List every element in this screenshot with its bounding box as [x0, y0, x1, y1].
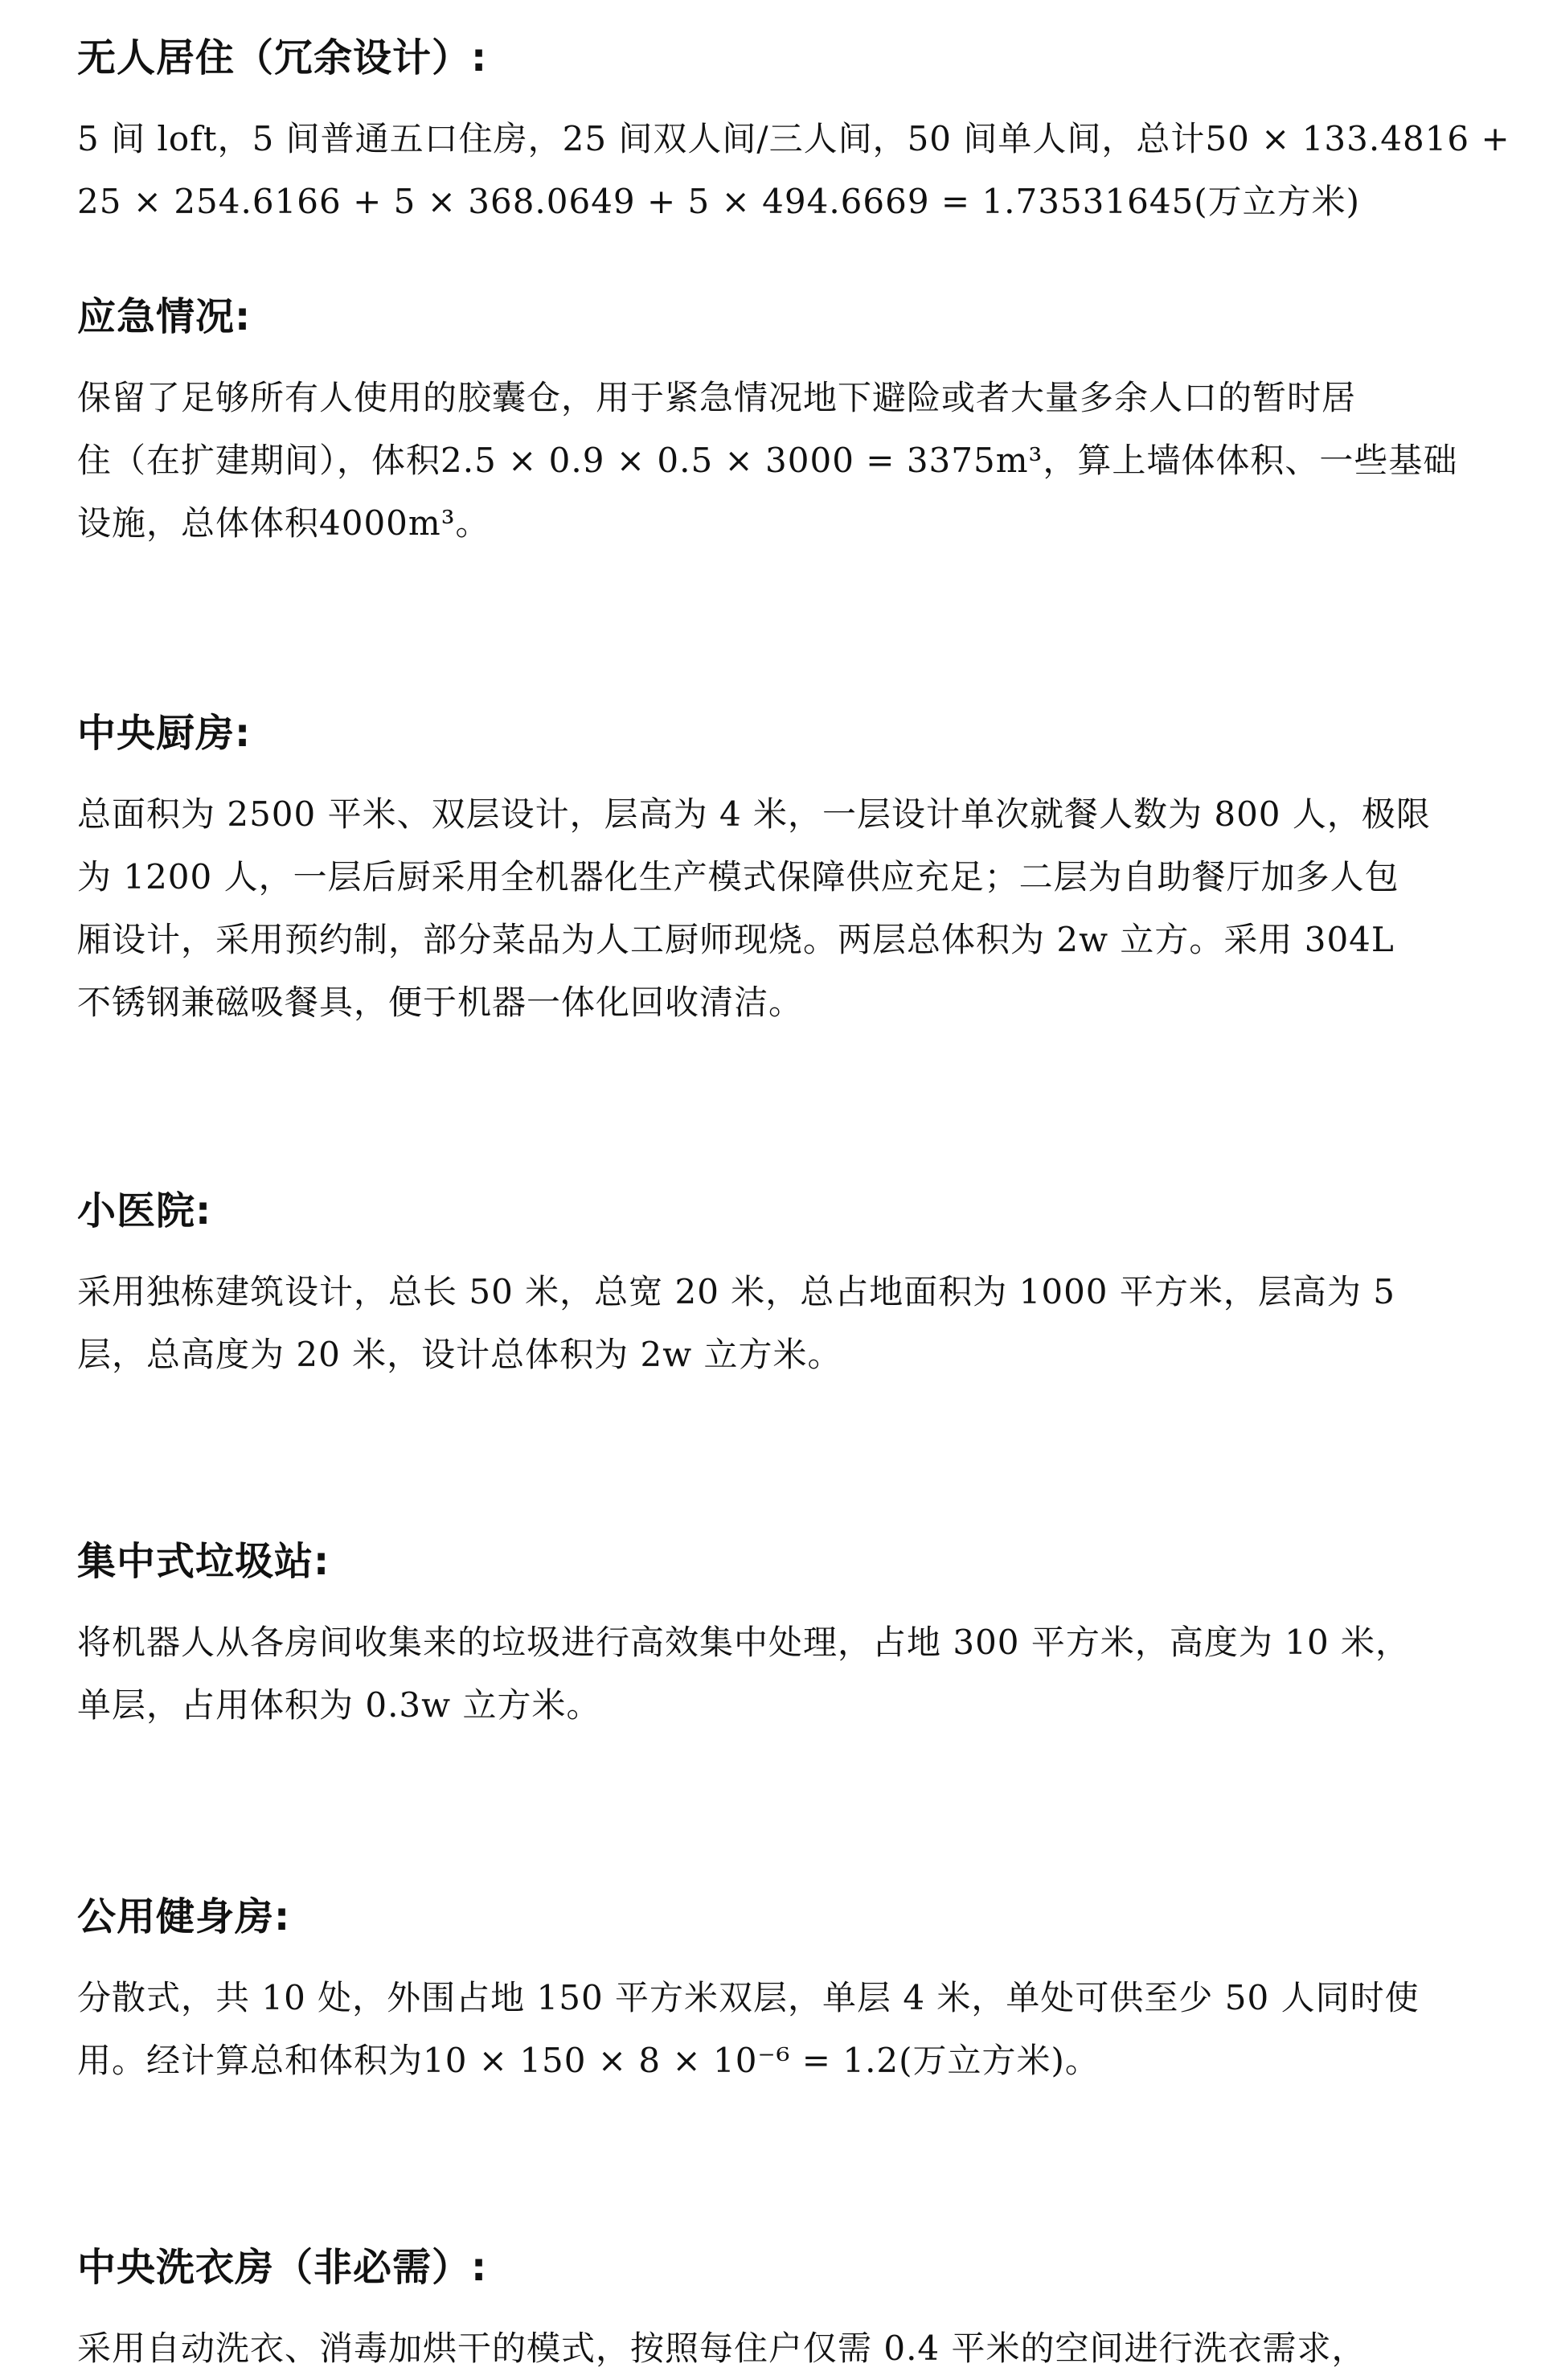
body-line: 采用自动洗衣、消毒加烘干的模式，按照每住户仅需 0.4 平米的空间进行洗衣需求，	[77, 2329, 1367, 2368]
section-small-hospital	[77, 1185, 1492, 1386]
section-heading: 中央厨房:	[77, 711, 252, 756]
body-line: 不锈钢兼磁吸餐具，便于机器一体化回收清洁。	[77, 983, 804, 1022]
section-emergency	[77, 291, 1492, 555]
section-body	[77, 1261, 1492, 1386]
section-body	[77, 783, 1492, 1034]
section-heading: 中央洗衣房（非必需）:	[77, 2245, 488, 2290]
body-line: 层，总高度为 20 米，设计总体积为 2w 立方米。	[77, 1335, 842, 1374]
body-line: 为 1200 人，一层后厨采用全机器化生产模式保障供应充足；二层为自助餐厅加多人包	[77, 857, 1399, 897]
body-line: 分散式，共 10 处，外围占地 150 平方米双层，单层 4 米，单处可供至少 50 人同时使	[77, 1978, 1420, 2017]
section-heading: 公用健身房:	[77, 1894, 291, 1939]
section-heading: 小医院:	[77, 1188, 212, 1233]
section-heading: 应急情况:	[77, 294, 252, 339]
body-line: 设施，总体体积4000m³。	[77, 503, 490, 543]
body-line: 总面积为 2500 平米、双层设计，层高为 4 米，一层设计单次就餐人数为 800 人，极限	[77, 794, 1431, 834]
section-body	[77, 1611, 1492, 1737]
body-line: 住（在扩建期间），体积2.5 × 0.9 × 0.5 × 3000 = 3375m³，算上墙体体积、一些基础	[77, 441, 1458, 480]
section-public-gym	[77, 1891, 1492, 2092]
section-body	[77, 108, 1510, 233]
section-heading: 无人居住（冗余设计）:	[77, 35, 488, 80]
body-line: 将机器人从各房间收集来的垃圾进行高效集中处理，占地 300 平方米，高度为 10 米，	[77, 1623, 1411, 1662]
body-line: 厢设计，采用预约制，部分菜品为人工厨师现烧。两层总体积为 2w 立方。采用 304L	[77, 920, 1395, 959]
section-garbage-station	[77, 1536, 1492, 1737]
section-central-laundry	[77, 2242, 1492, 2380]
section-body	[77, 367, 1492, 555]
section-unoccupied-housing	[77, 32, 1510, 233]
section-central-kitchen	[77, 708, 1492, 1034]
body-line: 用。经计算总和体积为10 × 150 × 8 × 10⁻⁶ = 1.2(万立方米)。	[77, 2041, 1100, 2080]
body-line: 单层，占用体积为 0.3w 立方米。	[77, 1685, 601, 1725]
section-heading: 集中式垃圾站:	[77, 1539, 330, 1584]
body-line: 5 间 loft，5 间普通五口住房，25 间双人间/三人间，50 间单人间，总计50 × 133.4816 +	[77, 119, 1510, 158]
body-line: 保留了足够所有人使用的胶囊仓，用于紧急情况地下避险或者大量多余人口的暂时居	[77, 378, 1357, 417]
section-body	[77, 1967, 1492, 2092]
section-body	[77, 2317, 1492, 2380]
body-line: 25 × 254.6166 + 5 × 368.0649 + 5 × 494.6669 = 1.73531645(万立方米)	[77, 182, 1361, 221]
body-line: 采用独栋建筑设计，总长 50 米，总宽 20 米，总占地面积为 1000 平方米，层高为 5	[77, 1272, 1395, 1311]
